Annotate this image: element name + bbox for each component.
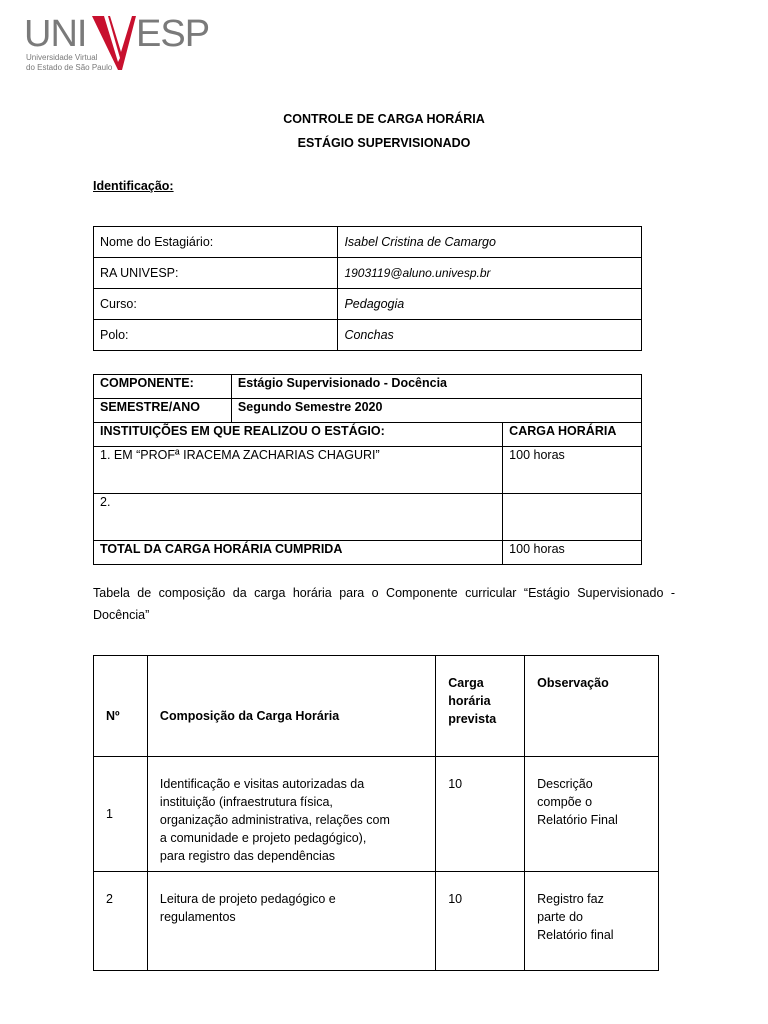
svg-text:UNI: UNI	[24, 13, 87, 55]
instituicao-hours: 100 horas	[503, 447, 642, 494]
table-row	[94, 227, 642, 258]
observacao-line: compõe o	[537, 795, 593, 809]
field-value: 1903119@aluno.univesp.br	[338, 258, 642, 289]
row-composicao	[147, 872, 435, 971]
identification-table	[93, 226, 642, 351]
instituicao-hours	[503, 494, 642, 541]
composicao-line: organização administrativa, relações com	[159, 813, 390, 827]
field-value: Isabel Cristina de Camargo	[338, 227, 642, 258]
table-row	[94, 541, 642, 565]
composicao-line: instituição (infraestrutura física,	[159, 795, 333, 809]
field-label: Polo:	[94, 320, 338, 351]
componente-value: Estágio Supervisionado - Docência	[231, 375, 641, 399]
table-row	[94, 375, 642, 399]
observacao-line: Registro faz	[537, 892, 604, 906]
row-observacao	[525, 757, 659, 872]
instituicoes-header: INSTITUIÇÕES EM QUE REALIZOU O ESTÁGIO:	[94, 423, 503, 447]
instituicao-name: 1. EM “PROFª IRACEMA ZACHARIAS CHAGURI”	[94, 447, 503, 494]
total-value: 100 horas	[503, 541, 642, 565]
instituicao-name: 2.	[94, 494, 503, 541]
carga-header: CARGA HORÁRIA	[503, 423, 642, 447]
header-carga-line: prevista	[448, 712, 497, 726]
observacao-line: parte do	[537, 910, 584, 924]
componente-table	[93, 374, 642, 565]
row-num: 2	[94, 872, 148, 971]
composicao-line: Leitura de projeto pedagógico e	[159, 892, 336, 906]
observacao-line: Relatório final	[537, 928, 614, 942]
table-row	[94, 423, 642, 447]
field-label: RA UNIVESP:	[94, 258, 338, 289]
semestre-label: SEMESTRE/ANO	[94, 399, 232, 423]
logo-sub2: do Estado de São Paulo	[26, 63, 113, 72]
field-value: Pedagogia	[338, 289, 642, 320]
composition-paragraph: Tabela de composição da carga horária para o Componente curricular “Estágio Supervisionado - Docência”	[93, 586, 675, 622]
title-line-1: CONTROLE DE CARGA HORÁRIA	[283, 112, 485, 126]
header-carga-line: Carga	[448, 676, 484, 690]
row-observacao	[525, 872, 659, 971]
table-row	[94, 872, 659, 971]
composicao-line: Identificação e visitas autorizadas da	[159, 777, 365, 791]
header-observacao: Observação	[525, 656, 659, 757]
table-row	[94, 289, 642, 320]
row-composicao	[147, 757, 435, 872]
observacao-line: Relatório Final	[537, 813, 618, 827]
row-carga: 10	[436, 757, 525, 872]
document-title	[0, 110, 768, 158]
table-row	[94, 320, 642, 351]
row-num: 1	[94, 757, 148, 872]
field-value: Conchas	[338, 320, 642, 351]
field-label: Nome do Estagiário:	[94, 227, 338, 258]
identificacao-heading: Identificação:	[93, 179, 174, 193]
observacao-line: Descrição	[537, 777, 593, 791]
componente-label: COMPONENTE:	[94, 375, 232, 399]
logo-sub1: Universidade Virtual	[26, 53, 98, 62]
row-carga: 10	[436, 872, 525, 971]
composicao-line: a comunidade e projeto pedagógico),	[159, 831, 367, 845]
semestre-value: Segundo Semestre 2020	[231, 399, 641, 423]
header-composicao: Composição da Carga Horária	[147, 656, 435, 757]
table-row	[94, 757, 659, 872]
header-carga-line: horária	[448, 694, 491, 708]
title-line-2: ESTÁGIO SUPERVISIONADO	[297, 136, 471, 150]
svg-text:ESP: ESP	[136, 13, 210, 55]
table-row	[94, 447, 642, 494]
table-row	[94, 656, 659, 757]
header-num: Nº	[94, 656, 148, 757]
table-row	[94, 258, 642, 289]
composicao-table	[93, 655, 659, 971]
composicao-line: regulamentos	[159, 910, 236, 924]
univesp-logo	[24, 12, 214, 74]
field-label: Curso:	[94, 289, 338, 320]
total-label: TOTAL DA CARGA HORÁRIA CUMPRIDA	[94, 541, 503, 565]
table-row	[94, 399, 642, 423]
composicao-line: para registro das dependências	[159, 849, 336, 863]
header-carga	[436, 656, 525, 757]
table-row	[94, 494, 642, 541]
